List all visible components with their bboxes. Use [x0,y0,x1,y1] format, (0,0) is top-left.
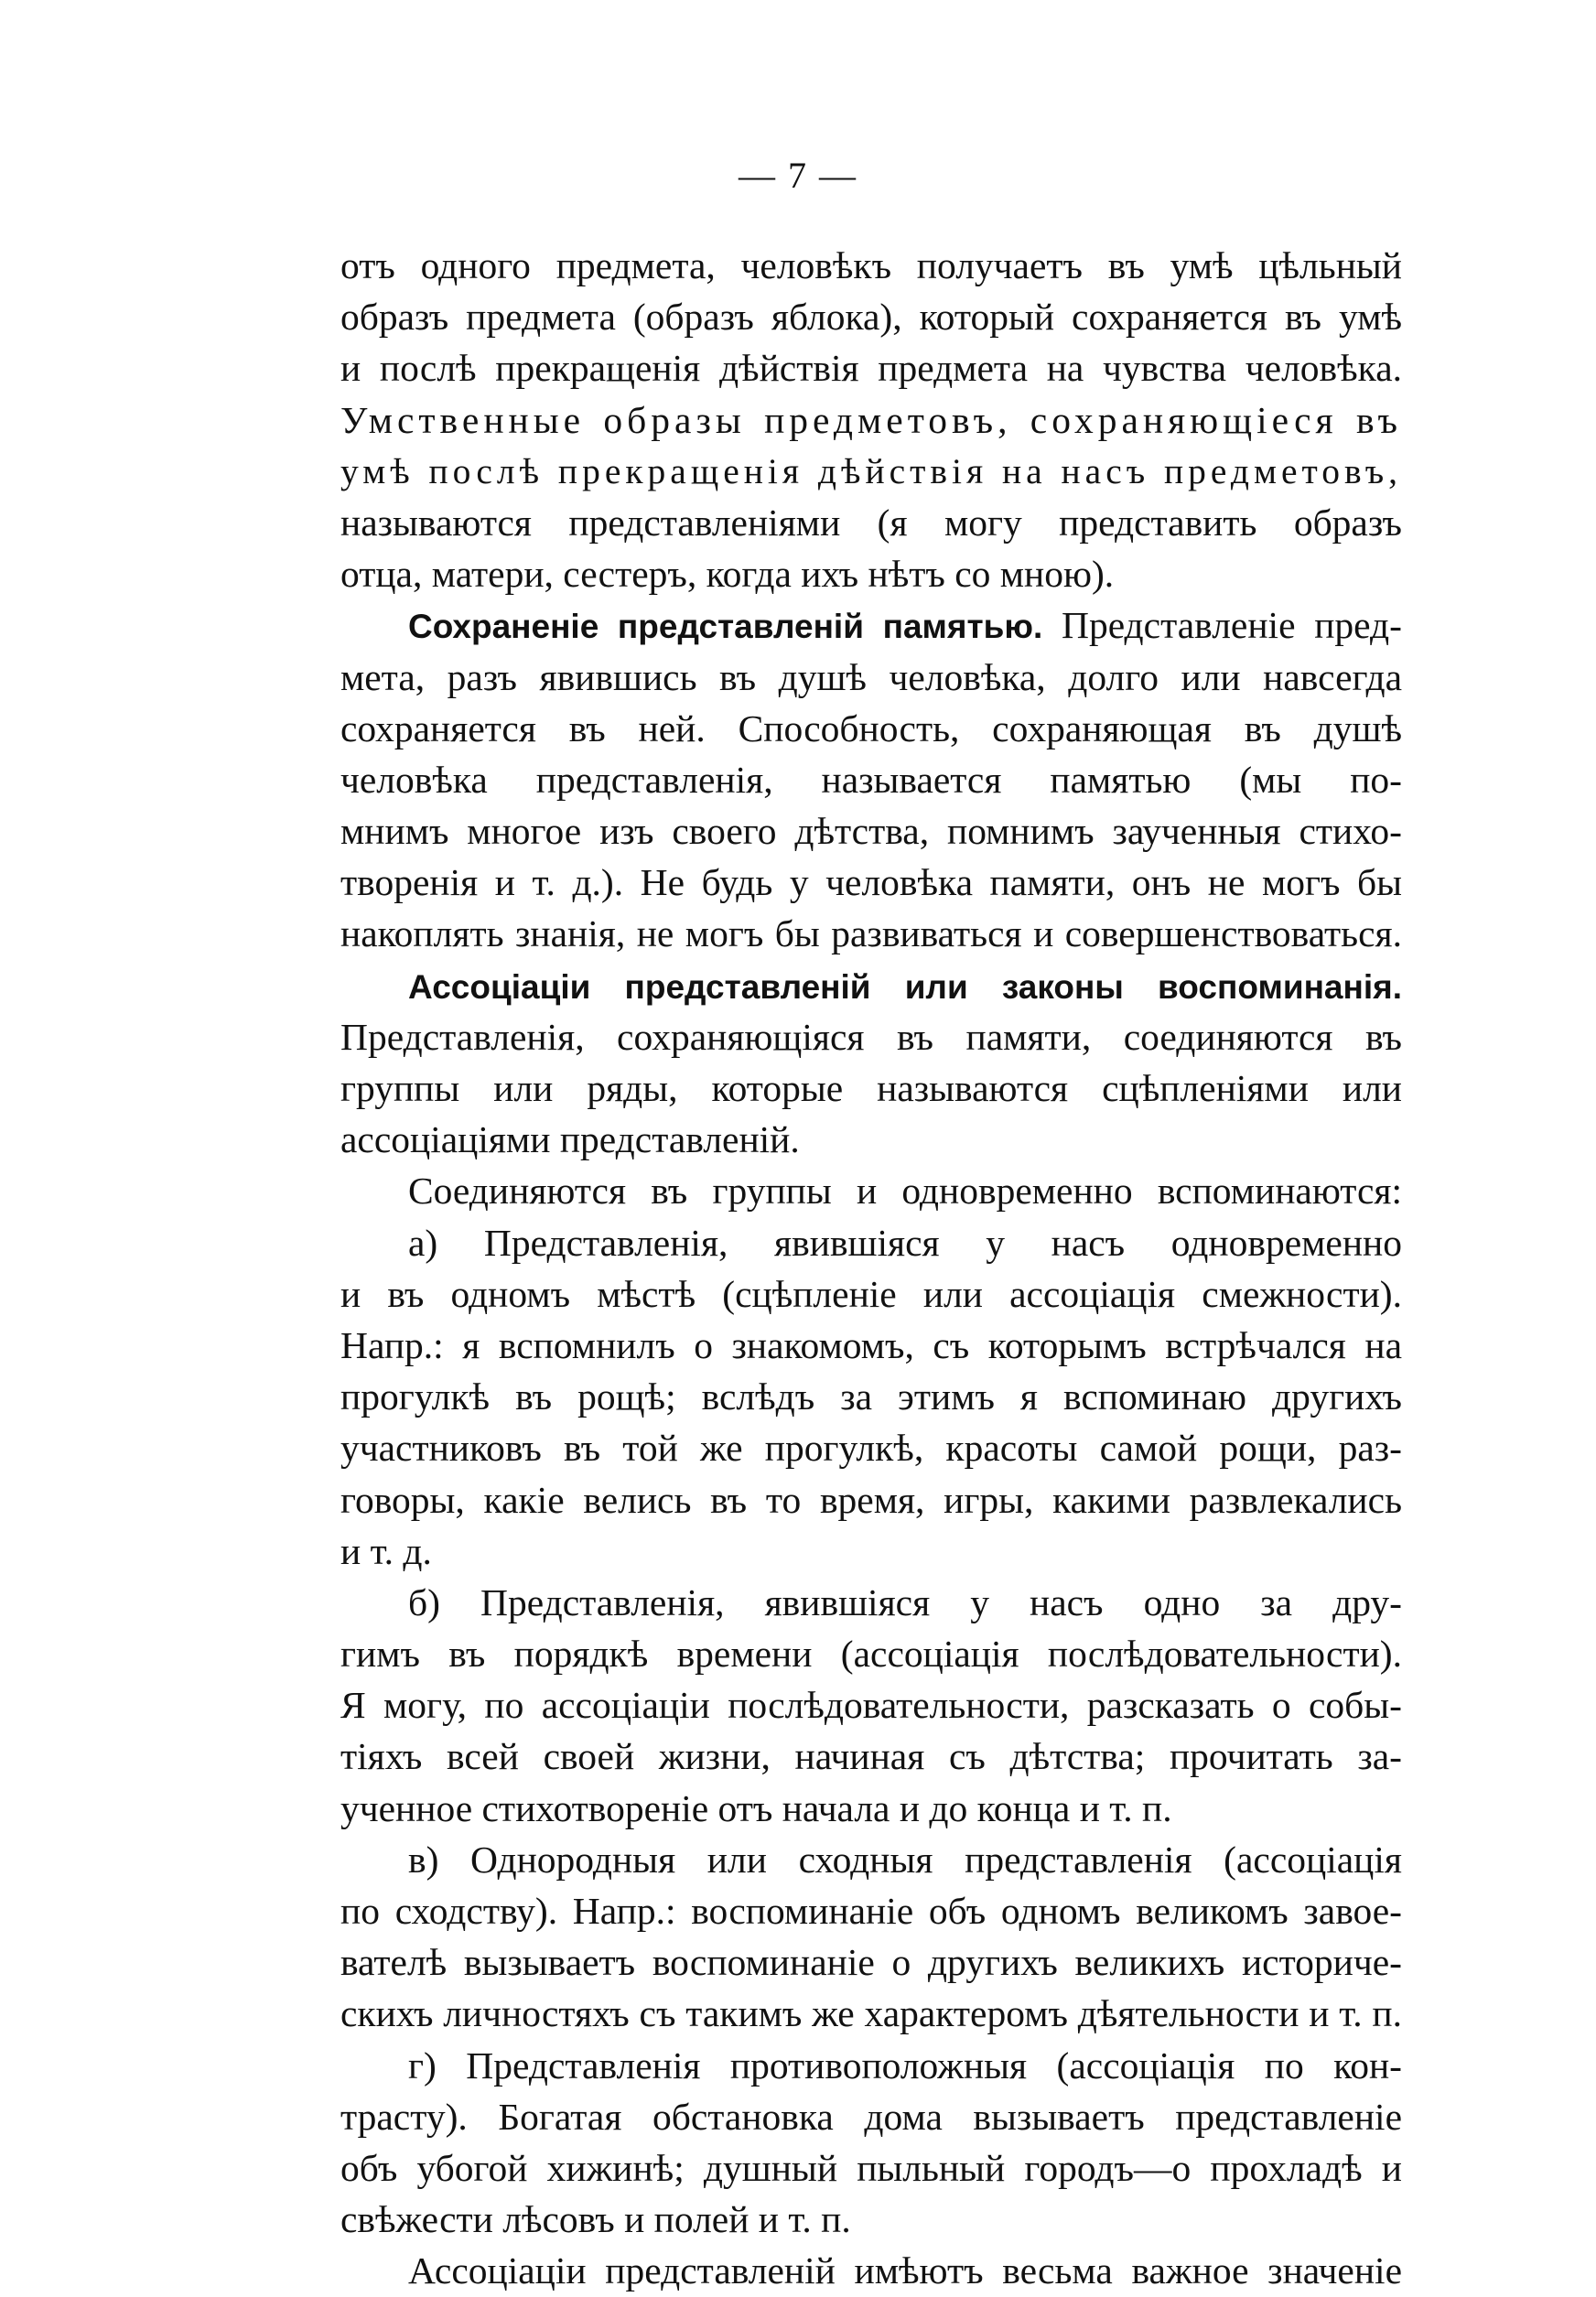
text-line: объ убогой хижинѣ; душный пыльный городъ—о прохладѣ и [340,2146,1402,2189]
text-line: отца, матери, сестеръ, когда ихъ нѣтъ со мною). [340,553,1115,596]
text-line: и въ одномъ мѣстѣ (сцѣпленіе или ассоціація смежности). [340,1272,1402,1315]
text-line: человѣка представленія, называется памятью (мы по- [340,758,1402,801]
text-line: Я могу, по ассоціаціи послѣдовательности, разсказать о собы- [340,1684,1402,1727]
text-line: ученное стихотвореніе отъ начала и до конца и т. п. [340,1786,1172,1829]
text-line: и т. д. [340,1529,432,1572]
text-line: ассоціаціями представленій. [340,1118,800,1161]
text-line: отъ одного предмета, человѣкъ получаетъ въ умѣ цѣльный [340,244,1402,286]
text-line: тіяхъ всей своей жизни, начиная съ дѣтства; прочитать за- [340,1735,1402,1778]
text-line: говоры, какіе велись въ то время, игры, какими развлекались [340,1478,1402,1521]
text-line: б) Представленія, явившіяся у насъ одно за дру- [408,1580,1402,1623]
paragraph-line [340,960,1402,1011]
text-line: Напр.: я вспомнилъ о знакомомъ, съ которымъ встрѣчался на [340,1323,1402,1366]
text-line: мета, разъ явившись въ душѣ человѣка, долго или навсегда [340,655,1402,698]
text-line: по сходству). Напр.: воспоминаніе объ одномъ великомъ завое- [340,1890,1402,1932]
text-line: группы или ряды, которые называются сцѣпленіями или [340,1067,1402,1109]
text-fragment: Представленіе пред- [1061,604,1402,647]
text-line: свѣжести лѣсовъ и полей и т. п. [340,2198,851,2241]
text-line: Ассоціаціи представленій имѣютъ весьма важное значеніе [408,2249,1402,2292]
text-line: участниковъ въ той же прогулкѣ, красоты самой рощи, раз- [340,1427,1402,1470]
text-line: Соединяются въ группы и одновременно вспоминаются: [408,1170,1402,1213]
body-text [340,240,1402,2297]
text-line: умѣ послѣ прекращенія дѣйствія на насъ предметовъ, [340,450,1402,491]
text-line: накоплять знанія, не могъ бы развиваться и совершенствоваться. [340,912,1402,955]
text-line: Представленія, сохраняющіяся въ памяти, соединяются въ [340,1015,1402,1058]
text-line: образъ предмета (образъ яблока), который сохраняется въ умѣ [340,296,1402,339]
text-line: прогулкѣ въ рощѣ; вслѣдъ за этимъ я вспоминаю другихъ [340,1375,1402,1418]
text-line: вателѣ вызываетъ воспоминаніе о другихъ великихъ историче- [340,1941,1402,1984]
text-line: творенія и т. д.). Не будь у человѣка памяти, онъ не могъ бы [340,861,1402,904]
text-line: мнимъ многое изъ своего дѣтства, помнимъ заученныя стихо- [340,810,1402,853]
text-line: гимъ въ порядкѣ времени (ассоціація послѣдовательности). [340,1633,1402,1676]
section-heading: Ассоціаціи представленій или законы воспоминанія. [408,967,1402,1006]
text-line: а) Представленія, явившіяся у насъ одновременно [408,1221,1402,1264]
text-line: называются представленіями (я могу представить образъ [340,501,1402,544]
text-line: г) Представленія противоположныя (ассоціація по кон- [408,2044,1402,2087]
text-line: сохраняется въ ней. Способность, сохраняющая въ душѣ [340,706,1402,749]
paragraph-line [340,599,1402,651]
text-line: Умственные образы предметовъ, сохраняющіеся въ [340,398,1402,441]
text-line: и послѣ прекращенія дѣйствія предмета на чувства человѣка. [340,347,1402,390]
page-number: — 7 — [739,155,857,196]
text-line: трасту). Богатая обстановка дома вызываетъ представленіе [340,2095,1402,2138]
section-heading: Сохраненіе представленій памятью. [408,608,1043,646]
text-line: скихъ личностяхъ съ такимъ же характеромъ дѣятельности и т. п. [340,1992,1402,2035]
text-line: в) Однородныя или сходныя представленія (ассоціація [408,1838,1402,1881]
